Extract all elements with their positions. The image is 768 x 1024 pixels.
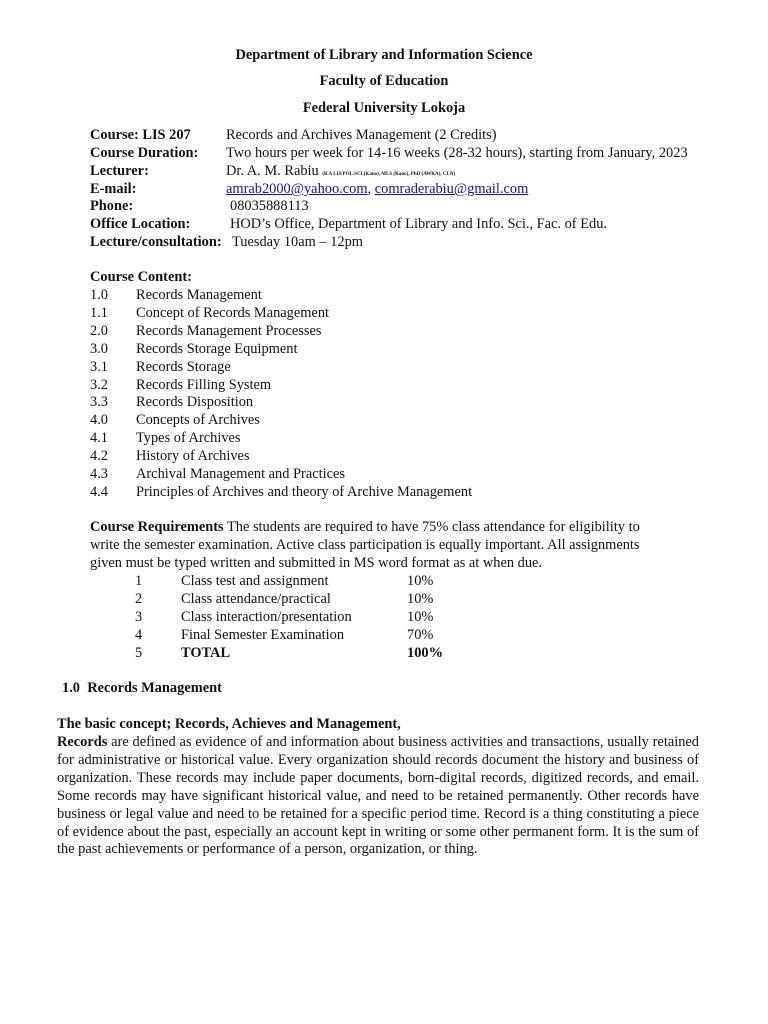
consultation-value: Tuesday 10am – 12pm [232, 234, 363, 250]
email-label: E-mail: [90, 181, 137, 197]
content-item-title: Archival Management and Practices [136, 466, 345, 482]
assessment-item: Final Semester Examination [181, 626, 345, 643]
content-item-title: Records Management Processes [136, 322, 322, 339]
content-item-number: 1.0 [90, 287, 108, 303]
content-item-number: 2.0 [90, 322, 108, 339]
section-number: 1.0 [62, 680, 80, 696]
requirements-heading: Course Requirements [90, 519, 224, 535]
department-title: Department of Library and Information Science [235, 47, 533, 63]
university-title: Federal University Lokoja [302, 100, 466, 116]
faculty-title: Faculty of Education [319, 73, 449, 89]
assessment-number: 5 [135, 644, 143, 661]
assessment-item: TOTAL [181, 644, 231, 661]
assessment-number: 1 [135, 573, 143, 589]
content-item-title: History of Archives [136, 448, 250, 465]
office-label: Office Location: [90, 216, 191, 232]
course-label: Course: LIS 207 [90, 127, 191, 143]
content-item-number: 3.1 [90, 358, 108, 375]
content-item-number: 4.0 [90, 412, 108, 429]
content-item-title: Types of Archives [136, 430, 241, 447]
consultation-label: Lecture/consultation: [90, 234, 222, 250]
email-link-yahoo[interactable]: amrab2000@yahoo.com [226, 181, 368, 197]
content-item-title: Records Storage [136, 358, 231, 375]
email-separator: , [367, 181, 372, 197]
content-item-title: Records Disposition [136, 394, 254, 411]
content-item-title: Records Storage Equipment [136, 340, 298, 357]
section-heading [62, 680, 222, 698]
course-content-heading: Course Content: [90, 269, 192, 285]
assessment-percent: 100% [407, 644, 443, 661]
assessment-percent: 10% [407, 608, 434, 625]
assessment-item: Class test and assignment [181, 573, 329, 589]
phone-label: Phone: [90, 198, 134, 214]
assessment-percent: 10% [407, 590, 434, 607]
content-item-number: 4.3 [90, 466, 108, 482]
lecturer-name: Dr. A. M. Rabiu [226, 163, 319, 179]
requirements-paragraph [90, 519, 670, 573]
lecturer-qualifications: (B.A LIS/POL.SCI.(Kano), MLS (Kano), PhD (AWKA), CLN) [322, 172, 456, 177]
assessment-item: Class interaction/presentation [181, 608, 352, 625]
content-item-number: 4.2 [90, 448, 108, 465]
assessment-percent: 10% [407, 573, 434, 589]
assessment-number: 4 [135, 626, 143, 643]
requirements-text: The students are required to have 75% class attendance for eligibility to write the semester examination. Active class participation is equally important. All assignments given must be typed written and submitted in MS word format as at when due. [90, 519, 640, 571]
section-lead-word: Records [57, 734, 108, 750]
content-item-number: 1.1 [90, 304, 108, 321]
duration-value: Two hours per week for 14-16 weeks (28-32 hours), starting from January, 2023 [226, 145, 688, 161]
content-item-number: 4.4 [90, 483, 108, 500]
content-item-number: 3.2 [90, 376, 108, 393]
assessment-number: 3 [135, 608, 143, 625]
section-body [57, 734, 699, 859]
content-item-title: Records Filling System [136, 376, 272, 393]
content-item-number: 3.3 [90, 394, 108, 411]
office-value: HOD’s Office, Department of Library and Info. Sci., Fac. of Edu. [230, 216, 607, 232]
content-item-title: Principles of Archives and theory of Archive Management [136, 483, 473, 500]
email-value [226, 181, 528, 199]
section-subheading: The basic concept; Records, Achieves and Management, [57, 716, 401, 732]
section-title: Records Management [87, 680, 222, 696]
duration-label: Course Duration: [90, 145, 199, 161]
lecturer-label: Lecturer: [90, 163, 149, 179]
content-item-title: Records Management [136, 287, 262, 303]
content-item-title: Concepts of Archives [136, 412, 260, 429]
content-item-number: 4.1 [90, 430, 108, 447]
assessment-number: 2 [135, 590, 143, 607]
content-item-number: 3.0 [90, 340, 108, 357]
email-link-gmail[interactable]: comraderabiu@gmail.com [374, 181, 529, 197]
assessment-item: Class attendance/practical [181, 590, 331, 607]
course-value: Records and Archives Management (2 Credits) [226, 127, 497, 143]
section-body-text: are defined as evidence of and information about business activities and transactions, usually retained for administrative or historical value. Every organization should records document the history and business of organization. These records may include paper documents, born-digital records, digitized records, and email. Some records may have significant historical value, and need to be retained permanently. Other records have business or legal value and need to be retained for a specific period time. Record is a thing constituting a piece of evidence about the past, especially an account kept in writing or some other permanent form. It is the sum of the past achievements or performance of a person, organization, or thing. [57, 734, 699, 858]
phone-value: 08035888113 [230, 198, 309, 214]
content-item-title: Concept of Records Management [136, 304, 330, 321]
assessment-percent: 70% [407, 626, 434, 643]
